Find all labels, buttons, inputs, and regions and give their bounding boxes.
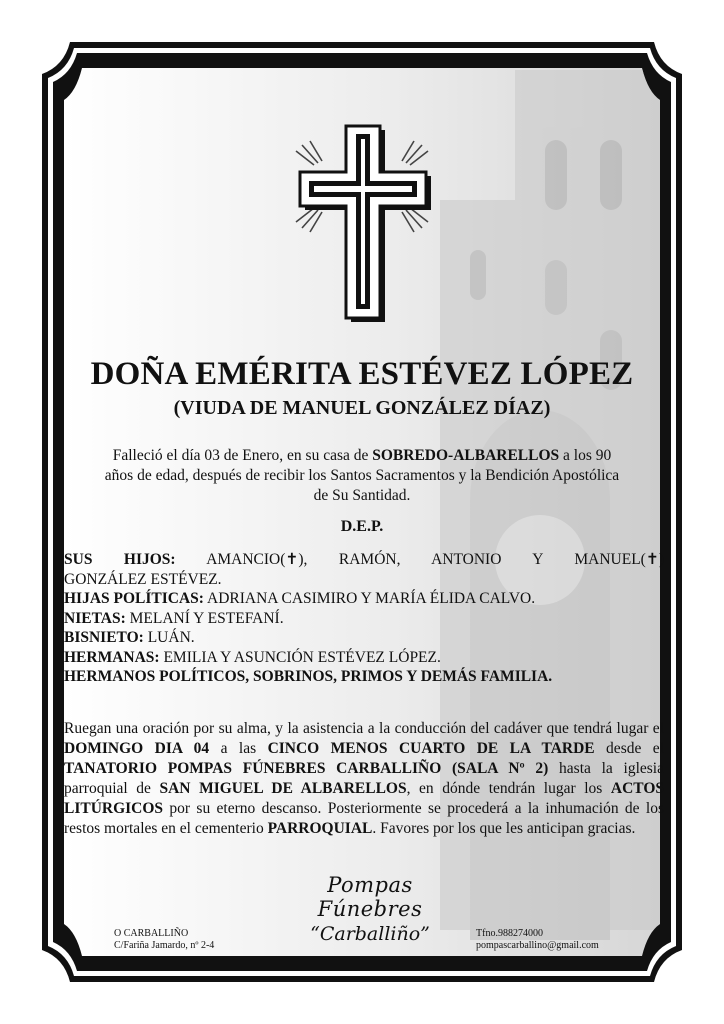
ceremony-acts: ACTOS LITÚRGICOS: [64, 780, 664, 817]
widow-line: (VIUDA DE MANUEL GONZÁLEZ DÍAZ): [173, 397, 551, 419]
great-grandson-label: BISNIETO:: [64, 629, 144, 646]
extended-family-text: HERMANOS POLÍTICOS, SOBRINOS, PRIMOS Y DEMÁS FAMILIA.: [64, 668, 553, 685]
children-label: SUS HIJOS:: [64, 551, 176, 568]
ceremony-time: CINCO MENOS CUARTO DE LA TARDE: [267, 740, 595, 757]
ceremony-text: Ruegan una oración por su alma, y la asistencia a la conducción del cadáver que tendrá lugar el: [64, 720, 664, 737]
death-announcement: [100, 446, 624, 506]
granddaughters-label: NIETAS:: [64, 609, 126, 627]
footer-phone: Tfno.988274000: [476, 928, 543, 939]
logo-line-1: Pompas Fúnebres: [317, 873, 423, 921]
ceremony-text: a las: [209, 740, 268, 757]
ceremony-text: hasta la iglesia parroquial de: [64, 760, 664, 797]
daughters-in-law-value: ADRIANA CASIMIRO Y MARÍA ÉLIDA CALVO.: [207, 590, 536, 607]
ceremony-text: por su eterno descanso. Posteriormente se procederá a la inhumación de los restos mortales en el cementerio: [64, 800, 664, 837]
children-line: [64, 550, 664, 570]
footer-email: pompascarballino@gmail.com: [476, 940, 599, 951]
intro-place: SOBREDO-ALBARELLOS: [372, 447, 560, 464]
children-value: AMANCIO(✝), RAMÓN, ANTONIO Y MANUEL(✝): [206, 551, 664, 568]
ceremony-paragraph: [64, 719, 664, 839]
logo-line-2: “Carballiño”: [310, 923, 430, 945]
ceremony-text: , en dónde tendrán lugar los: [406, 780, 611, 797]
funeral-home-logo: [290, 873, 450, 945]
granddaughters-line: [64, 609, 664, 629]
daughters-in-law-label: HIJAS POLÍTICAS:: [64, 590, 204, 607]
extended-family-line: [64, 667, 664, 687]
great-grandson-value: LUÁN.: [147, 629, 195, 646]
family-list: [64, 550, 664, 687]
granddaughters-value: MELANÍ Y ESTEFANÍ.: [129, 609, 284, 627]
great-grandson-line: [64, 628, 664, 648]
ceremony-text: . Favores por los que les anticipan gracias.: [372, 820, 636, 837]
ceremony-origin: TANATORIO POMPAS FÚNEBRES CARBALLIÑO (SALA Nº 2): [64, 760, 549, 777]
ceremony-day: DOMINGO DIA 04: [64, 740, 210, 757]
children-line-2: GONZÁLEZ ESTÉVEZ.: [64, 570, 222, 588]
intro-text-2: a los 90 años de edad, después de recibir los Santos Sacramentos y la Bendición Apostólica de Su Santidad.: [104, 447, 620, 504]
intro-text-1: Falleció el día 03 de Enero, en su casa de: [112, 447, 373, 464]
obituary-content: [60, 60, 664, 964]
sisters-line: [64, 648, 664, 668]
footer-address: [114, 928, 214, 952]
sisters-label: HERMANAS:: [64, 648, 160, 666]
footer-contact: [476, 928, 599, 952]
ceremony-church: SAN MIGUEL DE ALBARELLOS: [159, 780, 407, 797]
footer-city: O CARBALLIÑO: [114, 928, 189, 939]
sisters-value: EMILIA Y ASUNCIÓN ESTÉVEZ LÓPEZ.: [163, 648, 441, 666]
daughters-in-law-line: [64, 589, 664, 609]
ceremony-cemetery: PARROQUIAL: [267, 820, 373, 837]
ceremony-text: desde el: [594, 740, 664, 757]
deceased-name: DOÑA EMÉRITA ESTÉVEZ LÓPEZ: [90, 356, 634, 392]
footer-street: C/Fariña Jamardo, nº 2-4: [114, 940, 215, 951]
dep-heading: D.E.P.: [340, 518, 384, 535]
